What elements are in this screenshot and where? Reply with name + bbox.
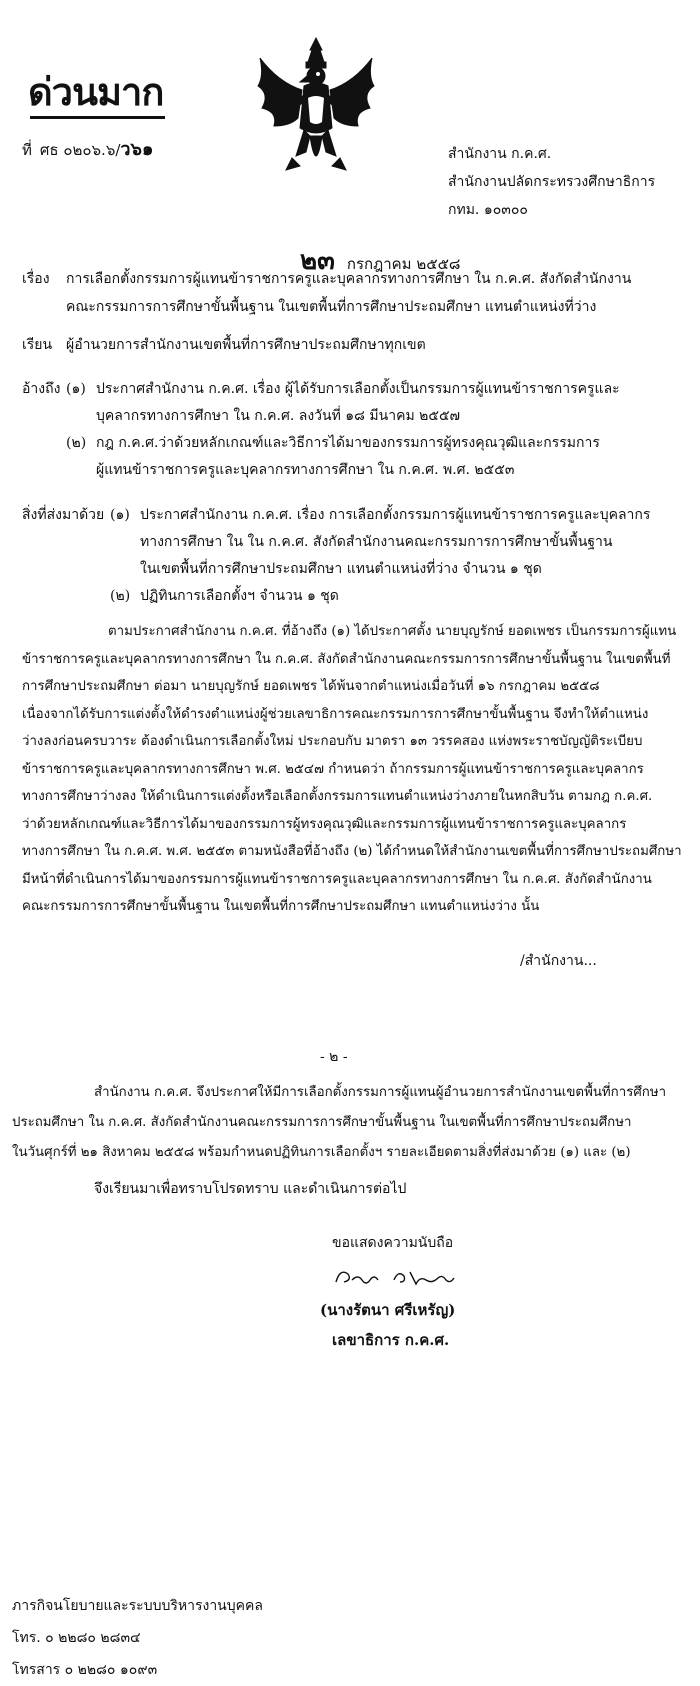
- reference-label: อ้างถึง: [22, 381, 61, 397]
- closing-request: จึงเรียนมาเพื่อทราบโปรดทราบ และดำเนินการต่อไป: [94, 1181, 407, 1197]
- urgency-stamp: ด่วนมาก: [28, 70, 164, 114]
- enclosure-line: ทางการศึกษา ใน ใน ก.ค.ศ. สังกัดสำนักงานคณะกรรมการการศึกษาขั้นพื้นฐาน: [140, 534, 613, 550]
- recipient-label: เรียน: [22, 337, 53, 353]
- date-day: ๒๓: [300, 246, 335, 276]
- enclosure-number: (๑): [110, 507, 130, 523]
- garuda-emblem-icon: [252, 36, 380, 178]
- date-month-year: กรกฎาคม ๒๕๕๘: [346, 255, 461, 273]
- enclosure-label: สิ่งที่ส่งมาด้วย: [22, 507, 105, 523]
- enclosure-block: [22, 502, 682, 614]
- body-line: ประถมศึกษา ใน ก.ค.ศ. สังกัดสำนักงานคณะกรรมการการศึกษาขั้นพื้นฐาน ในเขตพื้นที่การศึกษาประถมศึกษา: [12, 1115, 632, 1130]
- reference-line: บุคลากรทางการศึกษา ใน ก.ค.ศ. ลงวันที่ ๑๘ มีนาคม ๒๕๕๗: [96, 408, 461, 424]
- recipient-text: ผู้อำนวยการสำนักงานเขตพื้นที่การศึกษาประถมศึกษาทุกเขต: [66, 337, 426, 353]
- issuing-office: [448, 140, 655, 224]
- enclosure-line: ในเขตพื้นที่การศึกษาประถมศึกษา แทนตำแหน่งที่ว่าง จำนวน ๑ ชุด: [140, 561, 542, 577]
- subject-line: คณะกรรมการการศึกษาขั้นพื้นฐาน ในเขตพื้นที่การศึกษาประถมศึกษา แทนตำแหน่งที่ว่าง: [66, 299, 597, 315]
- contact-footer: [12, 1590, 263, 1686]
- footer-fax: โทรสาร ๐ ๒๒๘๐ ๑๐๙๓: [12, 1662, 158, 1678]
- continuation-marker: /สำนักงาน...: [520, 953, 597, 969]
- reference-line: ผู้แทนข้าราชการครูและบุคลากรทางการศึกษา ใน ก.ค.ศ. พ.ศ. ๒๕๕๓: [96, 462, 515, 478]
- enclosure-number: (๒): [110, 588, 131, 604]
- document-number-handwritten: ว๖๑: [120, 139, 154, 160]
- reference-number: (๒): [66, 435, 87, 451]
- reference-line: ประกาศสำนักงาน ก.ค.ศ. เรื่อง ผู้ได้รับการเลือกตั้งเป็นกรรมการผู้แทนข้าราชการครูและ: [96, 381, 620, 397]
- reference-block: [22, 376, 682, 488]
- document-number-printed: ศธ ๐๒๐๖.๖/: [39, 141, 121, 159]
- document-number-label: ที่: [22, 141, 32, 159]
- footer-phone: โทร. ๐ ๒๒๘๐ ๒๘๓๔: [12, 1630, 141, 1646]
- body-line: คณะกรรมการการศึกษาขั้นพื้นฐาน ในเขตพื้นที่การศึกษาประถมศึกษา แทนตำแหน่งว่าง นั้น: [22, 899, 540, 914]
- body-paragraph-1: [22, 618, 687, 921]
- body-line: ข้าราชการครูและบุคลากรทางการศึกษา ใน ก.ค.ศ. สังกัดสำนักงานคณะกรรมการการศึกษาขั้นพื้นฐาน ในเขตพื้นที่: [22, 651, 671, 667]
- body-paragraph-2: [12, 1078, 692, 1168]
- body-line: ทางการศึกษา ใน ก.ค.ศ. พ.ศ. ๒๕๕๓ ตามหนังสือที่อ้างถึง (๒) ได้กำหนดให้สำนักงานเขตพื้นที่การศึกษาประถมศึกษา: [22, 844, 682, 859]
- subject-line: การเลือกตั้งกรรมการผู้แทนข้าราชการครูและบุคลากรทางการศึกษา ใน ก.ค.ศ. สังกัดสำนักงาน: [66, 271, 632, 287]
- body-line: ในวันศุกร์ที่ ๒๑ สิงหาคม ๒๕๕๘ พร้อมกำหนดปฏิทินการเลือกตั้งฯ รายละเอียดตามสิ่งที่ส่งมาด้วย (๑) และ (๒): [12, 1145, 631, 1160]
- handwritten-signature-icon: [330, 1262, 470, 1292]
- body-line: เนื่องจากได้รับการแต่งตั้งให้ดำรงตำแหน่งผู้ช่วยเลขาธิการคณะกรรมการการศึกษาขั้นพื้นฐาน จึงทำให้ตำแหน่ง: [22, 706, 649, 722]
- body-line: ว่างลงก่อนครบวาระ ต้องดำเนินการเลือกตั้งใหม่ ประกอบกับ มาตรา ๑๓ วรรคสอง แห่งพระราชบัญญัติระเบียบ: [22, 734, 643, 749]
- subject-label: เรื่อง: [22, 271, 50, 287]
- body-line: การศึกษาประถมศึกษา ต่อมา นายบุญรักษ์ ยอดเพชร ได้พ้นจากตำแหน่งเมื่อวันที่ ๑๖ กรกฎาคม ๒๕๕๘: [22, 679, 600, 694]
- enclosure-line: ประกาศสำนักงาน ก.ค.ศ. เรื่อง การเลือกตั้งกรรมการผู้แทนข้าราชการครูและบุคลากร: [140, 507, 651, 523]
- page-number: - ๒ -: [320, 1049, 348, 1065]
- reference-line: กฎ ก.ค.ศ.ว่าด้วยหลักเกณฑ์และวิธีการได้มาของกรรมการผู้ทรงคุณวุฒิและกรรมการ: [96, 435, 600, 451]
- body-line: ทางการศึกษาว่างลง ให้ดำเนินการแต่งตั้งหรือเลือกตั้งกรรมการแทนตำแหน่งว่างภายในหกสิบวัน ตามกฎ ก.ค.ศ.: [22, 789, 653, 804]
- document-number: [22, 134, 153, 163]
- footer-department: ภารกิจนโยบายและระบบบริหารงานบุคคล: [12, 1598, 263, 1614]
- enclosure-line: ปฏิทินการเลือกตั้งฯ จำนวน ๑ ชุด: [140, 588, 339, 604]
- body-line: ข้าราชการครูและบุคลากรทางการศึกษา พ.ศ. ๒๕๔๗ กำหนดว่า ถ้ากรรมการผู้แทนข้าราชการครูและบุคลากร: [22, 761, 644, 777]
- office-line: สำนักงานปลัดกระทรวงศึกษาธิการ: [448, 174, 656, 190]
- subject-block: [22, 266, 682, 326]
- body-line: ตามประกาศสำนักงาน ก.ค.ศ. ที่อ้างถึง (๑) ได้ประกาศตั้ง นายบุญรักษ์ ยอดเพชร เป็นกรรมการผู้แทน: [108, 624, 677, 639]
- body-line: ว่าด้วยหลักเกณฑ์และวิธีการได้มาของกรรมการผู้ทรงคุณวุฒิและกรรมการผู้แทนข้าราชการครูและบุคลากร: [22, 816, 627, 832]
- reference-number: (๑): [66, 381, 86, 397]
- signatory-position: เลขาธิการ ก.ค.ศ.: [332, 1331, 450, 1349]
- signatory-name: (นางรัตนา ศรีเหรัญ): [320, 1301, 456, 1319]
- signature-closing: ขอแสดงความนับถือ: [332, 1235, 454, 1251]
- office-line: สำนักงาน ก.ค.ศ.: [448, 146, 552, 162]
- body-line: สำนักงาน ก.ค.ศ. จึงประกาศให้มีการเลือกตั้งกรรมการผู้แทนผู้อำนวยการสำนักงานเขตพื้นที่การศึกษา: [94, 1085, 667, 1100]
- recipient-block: [22, 332, 682, 362]
- body-line: มีหน้าที่ดำเนินการได้มาของกรรมการผู้แทนข้าราชการครูและบุคลากรทางการศึกษา ใน ก.ค.ศ. สังกัดสำนักงาน: [22, 871, 652, 887]
- office-line: กทม. ๑๐๓๐๐: [448, 202, 528, 218]
- urgency-underline: [30, 116, 165, 119]
